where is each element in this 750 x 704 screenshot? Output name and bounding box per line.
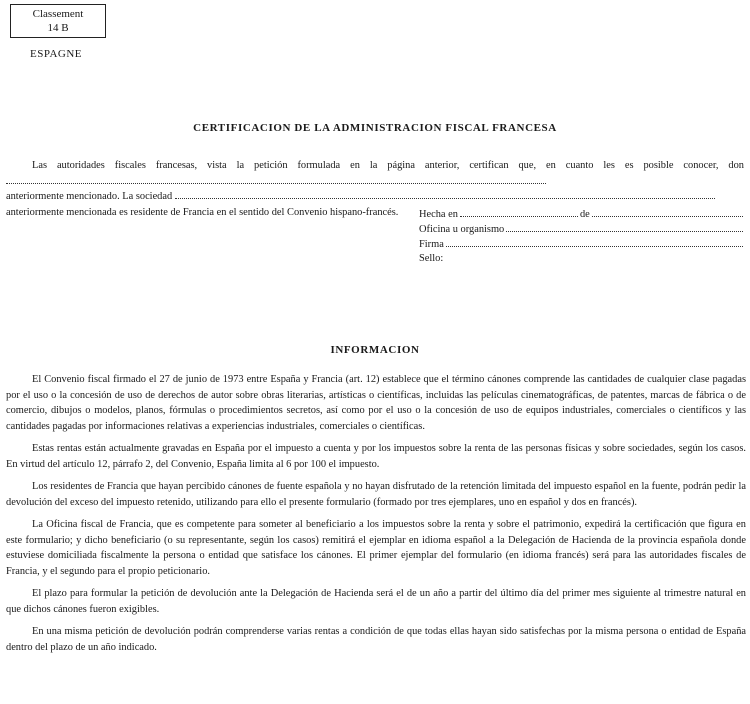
info-paragraph-1: El Convenio fiscal firmado el 27 de junio de 1973 entre España y Francia (art. 12) establece que el término cánones comprende las cantidades de cualquier clase pagadas por el uso o la concesión de uso de derechos de autor sobre obras literarias, artísticas o científicas, incluidas las películas cinematográficas, de patentes, marcas de fábrica o de comercio, dibujos o modelos, planos, fórmulas o procedimientos secretos, así como por el uso o la concesión de uso de equipos industriales, comerciales o científicos y las cantidades pagadas por informaciones relativas a experiencias industriales, comerciales o científicas. xyxy=(6,374,746,432)
date-field[interactable] xyxy=(592,207,743,217)
classement-label: Classement xyxy=(32,8,84,20)
hecha-en-field[interactable] xyxy=(460,207,578,217)
info-paragraph-5: El plazo para formular la petición de devolución ante la Delegación de Hacienda será el de un año a partir del último día del primer mes siguiente al trimestre natural en que dichos cánones fueron exigibles. xyxy=(6,588,746,615)
classement-code: 14 B xyxy=(47,22,69,34)
de-label: de xyxy=(579,209,590,220)
signature-block xyxy=(419,207,745,266)
info-paragraph-2: Estas rentas están actualmente gravadas en España por el impuesto a cuenta y por los impuestos sobre la renta de las personas físicas y sobre sociedades, según los casos. En virtud del artículo 12, párrafo 2, del Convenio, España limita al 6 por 100 el impuesto. xyxy=(6,443,746,470)
firma-label: Firma xyxy=(419,239,444,250)
hecha-en-label: Hecha en xyxy=(419,209,458,220)
information-section xyxy=(6,372,746,662)
cert-text-part3: anteriormente mencionada es residente de Francia en el sentido del Convenio hispano-francés. xyxy=(6,206,399,218)
oficina-field[interactable] xyxy=(506,222,743,232)
classement-box xyxy=(10,4,106,38)
firma-field[interactable] xyxy=(446,237,743,247)
certification-title: CERTIFICACION DE LA ADMINISTRACION FISCAL FRANCESA xyxy=(193,122,557,134)
name-blank-field[interactable] xyxy=(6,174,546,184)
info-paragraph-3: Los residentes de Francia que hayan percibido cánones de fuente española y no hayan disfrutado de la retención limitada del impuesto español en la fuente, podrán pedir la devolución del exceso del impuesto retenido, utilizando para ello el presente formulario (formado por tres ejemplares, uno en español y dos en francés). xyxy=(6,481,746,508)
information-title: INFORMACION xyxy=(330,344,420,356)
info-paragraph-4: La Oficina fiscal de Francia, que es competente para someter al beneficiario a los impuestos sobre la renta y sobre el patrimonio, expedirá la certificación que figura en este formulario; y dicho beneficiario (o su representante, según los casos) remitirá el ejemplar en idioma español a la Delegación de Hacienda de la provincia española donde estuviese domiciliada fiscalmente la persona o entidad que satisface los cánones. El primer ejemplar del formulario (en idioma francés) será para las autoridades fiscales de Francia, y el segundo para el propio peticionario. xyxy=(6,519,746,577)
info-paragraph-6: En una misma petición de devolución podrán comprenderse varias rentas a condición de que todas ellas hayan sido satisfechas por la misma persona o entidad de España dentro del plazo de un año indicado. xyxy=(6,626,746,653)
company-blank-field[interactable] xyxy=(175,189,715,199)
sello-label: Sello: xyxy=(419,253,444,264)
cert-text-part1: Las autoridades fiscales francesas, vista la petición formulada en la página anterior, certifican que, en cuanto les es posible conocer, don xyxy=(32,160,744,171)
oficina-label: Oficina u organismo xyxy=(419,224,505,235)
cert-text-part2: anteriormente mencionado. La sociedad xyxy=(6,191,173,202)
country-label: ESPAGNE xyxy=(30,48,82,60)
